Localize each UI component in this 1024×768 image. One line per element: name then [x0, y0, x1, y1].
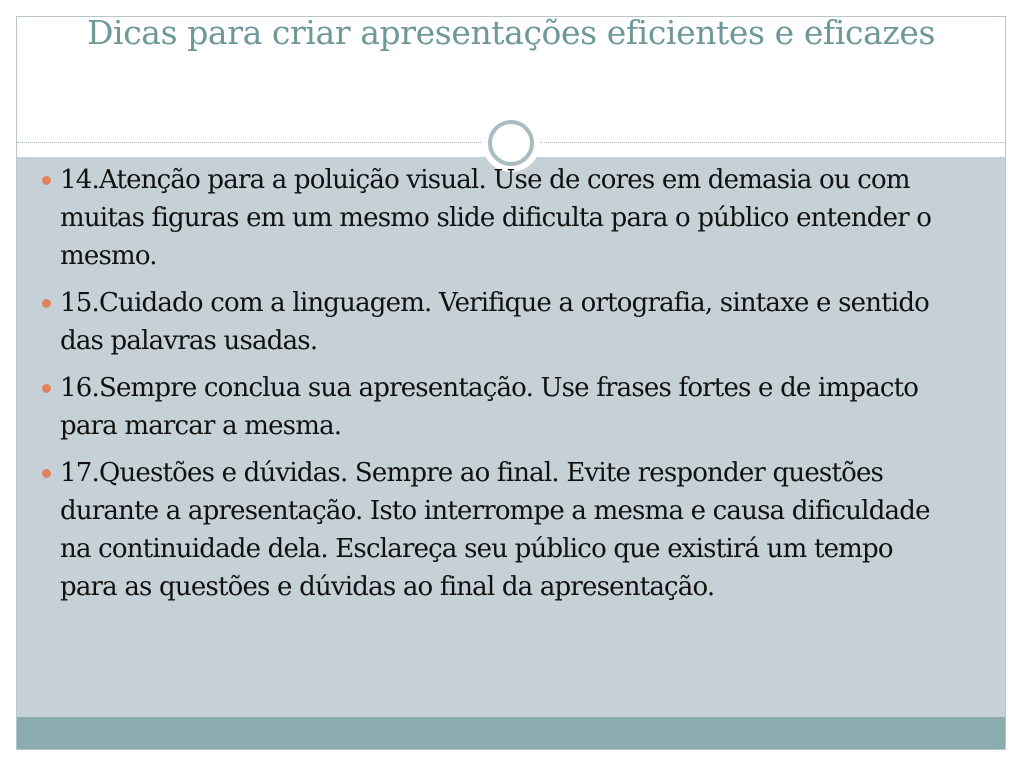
- slide-title: Dicas para criar apresentações eficientes e eficazes: [87, 16, 935, 52]
- bullet-icon: [42, 384, 51, 393]
- bullet-icon: [42, 176, 51, 185]
- bullet-text: 17.Questões e dúvidas. Sempre ao final. Evite responder questões durante a apresentação. Isto interrompe a mesma e causa dificuldade na continuidade dela. Esclareça seu público que existirá um tempo para as questões e dúvidas ao final da apresentação.: [60, 458, 930, 602]
- bullet-icon: [42, 469, 51, 478]
- footer-bar: [17, 717, 1005, 750]
- bullet-item: [42, 284, 942, 360]
- bullet-text: 16.Sempre conclua sua apresentação. Use frases fortes e de impacto para marcar a mesma.: [60, 373, 919, 441]
- bullet-item: [42, 161, 942, 275]
- bullet-text: 15.Cuidado com a linguagem. Verifique a ortografia, sintaxe e sentido das palavras usadas.: [60, 288, 930, 356]
- bullet-icon: [42, 299, 51, 308]
- bullet-item: [42, 454, 942, 606]
- ornament-ring: [488, 120, 534, 166]
- bullet-text: 14.Atenção para a poluição visual. Use de cores em demasia ou com muitas figuras em um mesmo slide dificulta para o público entender o mesmo.: [60, 165, 932, 271]
- bullet-item: [42, 369, 942, 445]
- bullet-list: [42, 161, 942, 615]
